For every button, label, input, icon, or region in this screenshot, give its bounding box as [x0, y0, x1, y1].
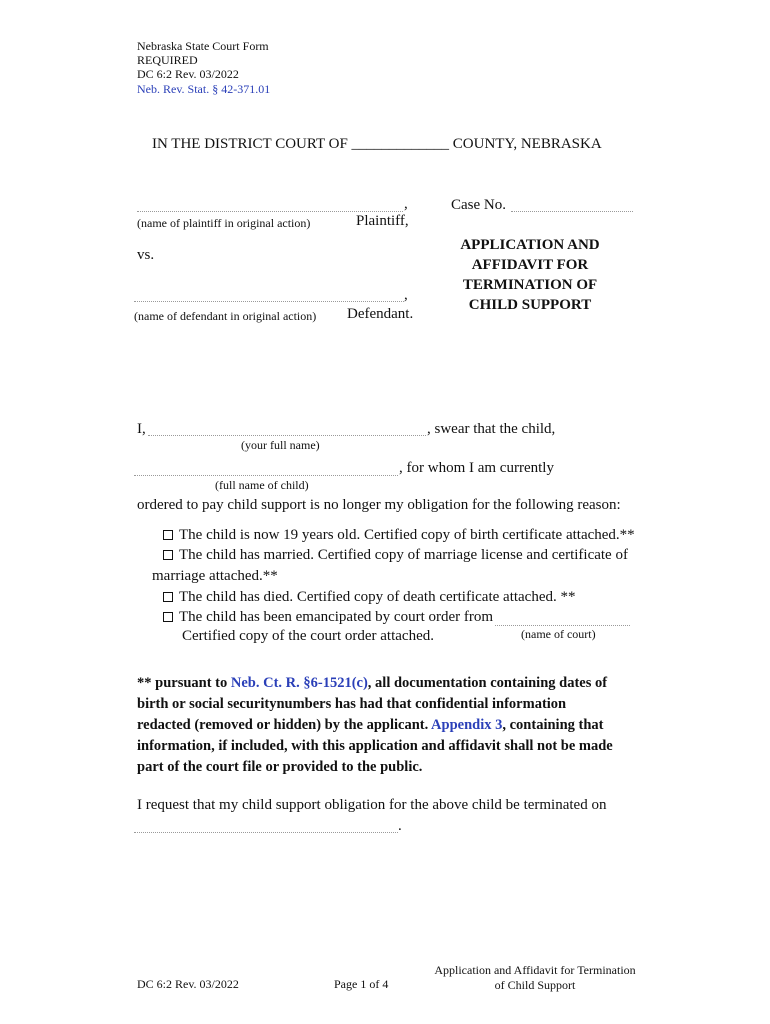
form-id: DC 6:2 Rev. 03/2022: [137, 67, 239, 81]
reason-emancipated[interactable]: [163, 609, 493, 626]
child-name-field[interactable]: [134, 475, 398, 476]
request-period: .: [398, 818, 402, 834]
defendant-name-field[interactable]: [134, 301, 404, 302]
your-name-field[interactable]: [148, 435, 426, 436]
vs-label: vs.: [137, 247, 155, 263]
notice-text: ** pursuant to: [137, 675, 231, 691]
notice-line: [137, 673, 613, 694]
confidential-notice: [137, 673, 613, 778]
reason-married[interactable]: [163, 547, 628, 564]
court-name-hint: (name of court): [521, 627, 596, 641]
reason-died[interactable]: [163, 589, 576, 606]
statute-link[interactable]: Neb. Rev. Stat. § 42-371.01: [137, 82, 271, 96]
form-title-line: APPLICATION AND: [460, 237, 600, 253]
whom-text: , for whom I am currently: [399, 460, 554, 476]
court-name-field[interactable]: [495, 625, 630, 626]
request-text: I request that my child support obligation for the above child be terminated on: [137, 797, 607, 813]
form-required: REQUIRED: [137, 53, 198, 67]
notice-text: , containing that: [502, 717, 604, 733]
checkbox[interactable]: [163, 530, 173, 540]
notice-line: [137, 715, 613, 736]
i-label: I,: [137, 421, 146, 437]
reason-married-continued: marriage attached.**: [152, 568, 278, 584]
footer-title: [418, 963, 652, 993]
notice-text: , all documentation containing dates of: [367, 675, 608, 691]
form-source: Nebraska State Court Form: [137, 39, 269, 53]
termination-date-field[interactable]: [134, 832, 398, 833]
form-title: [430, 235, 630, 315]
reason-label: The child has been emancipated by court order from: [179, 609, 494, 625]
footer-form-id: DC 6:2 Rev. 03/2022: [137, 977, 239, 991]
form-title-line: CHILD SUPPORT: [468, 297, 592, 313]
plaintiff-name-field[interactable]: [137, 211, 403, 212]
footer-page-number: Page 1 of 4: [334, 977, 389, 991]
defendant-label: Defendant.: [347, 306, 414, 322]
reason-label: The child is now 19 years old. Certified copy of birth certificate attached.**: [179, 527, 635, 543]
form-title-line: AFFIDAVIT FOR: [471, 257, 589, 273]
reason-label: The child has died. Certified copy of death certificate attached. **: [179, 589, 576, 605]
plaintiff-hint: (name of plaintiff in original action): [137, 216, 311, 230]
reason-age[interactable]: [163, 527, 635, 544]
notice-line: information, if included, with this application and affidavit shall not be made: [137, 738, 613, 754]
checkbox[interactable]: [163, 592, 173, 602]
child-name-hint: (full name of child): [215, 478, 309, 492]
case-no-field[interactable]: [511, 211, 633, 212]
reason-emancipated-continued: Certified copy of the court order attached.: [182, 628, 434, 644]
defendant-comma: ,: [404, 287, 408, 303]
checkbox[interactable]: [163, 612, 173, 622]
form-title-line: TERMINATION OF: [462, 277, 598, 293]
notice-line: part of the court file or provided to the public.: [137, 759, 423, 775]
court-heading: IN THE DISTRICT COURT OF _____________ COUNTY, NEBRASKA: [152, 136, 602, 152]
appendix-link[interactable]: Appendix 3: [431, 717, 503, 733]
your-name-hint: (your full name): [241, 438, 320, 452]
footer-title-line: Application and Affidavit for Termination: [434, 963, 636, 977]
plaintiff-comma: ,: [404, 196, 408, 212]
defendant-hint: (name of defendant in original action): [134, 309, 317, 323]
court-rule-link[interactable]: Neb. Ct. R. §6-1521(c): [230, 675, 368, 691]
notice-line: birth or social securitynumbers has had that confidential information: [137, 696, 567, 712]
footer-title-line: of Child Support: [494, 978, 576, 992]
notice-text: redacted (removed or hidden) by the applicant.: [137, 717, 432, 733]
checkbox[interactable]: [163, 550, 173, 560]
reason-label: The child has married. Certified copy of marriage license and certificate of: [179, 547, 628, 563]
plaintiff-label: Plaintiff,: [356, 213, 409, 229]
case-no-label: Case No.: [451, 197, 506, 213]
ordered-text: ordered to pay child support is no longer my obligation for the following reason:: [137, 497, 621, 513]
swear-text: , swear that the child,: [427, 421, 556, 437]
